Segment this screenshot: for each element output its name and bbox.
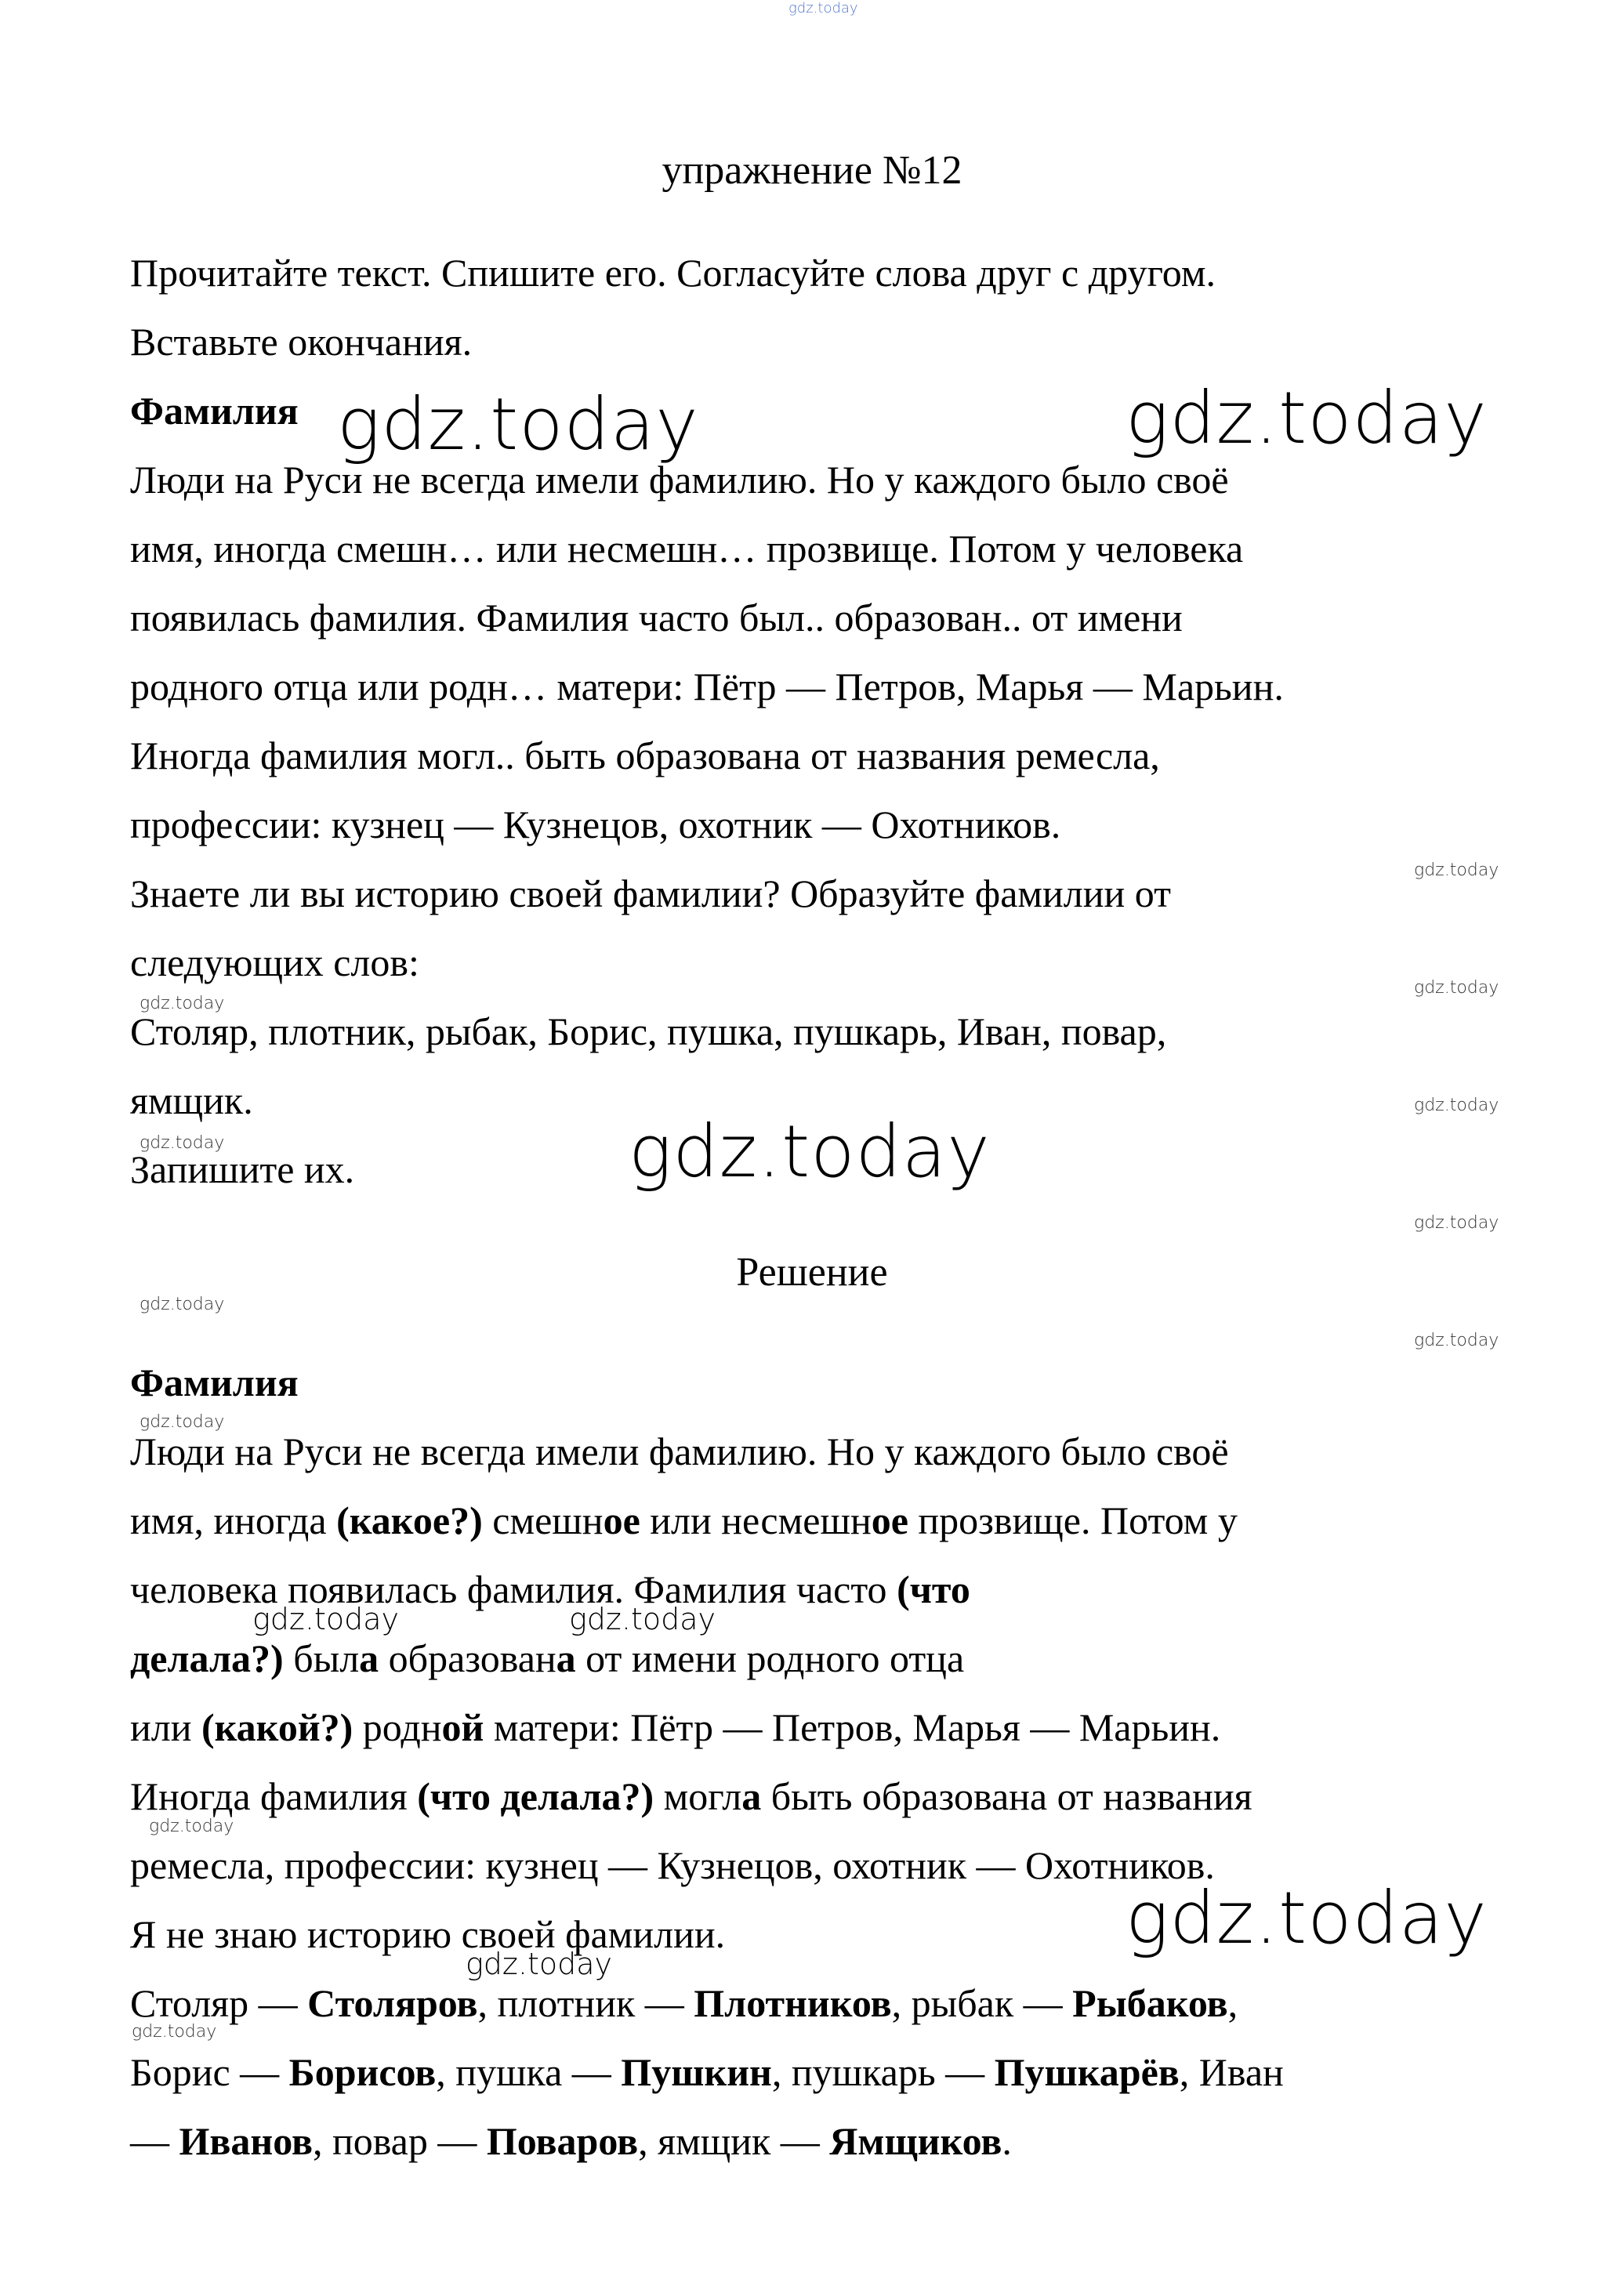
watermark: gdz.today — [337, 382, 699, 466]
watermark: gdz.today — [569, 1602, 716, 1636]
solution-line: Я не знаю историю своей фамилии. — [130, 1912, 726, 1956]
watermark: gdz.today — [149, 1817, 234, 1836]
solution-line: человека появилась фамилия. Фамилия часто (что — [130, 1567, 970, 1611]
task-text-line: Запишите их. — [130, 1147, 355, 1191]
solution-title: Решение — [736, 1250, 888, 1295]
task-text-line: Столяр, плотник, рыбак, Борис, пушка, пушкарь, Иван, повар, — [130, 1009, 1167, 1053]
task-text-line: Знаете ли вы историю своей фамилии? Образуйте фамилии от — [130, 871, 1171, 915]
instruction-line: Вставьте окончания. — [130, 320, 473, 364]
task-heading: Фамилия — [130, 389, 299, 433]
solution-line: — Иванов, повар — Поваров, ямщик — Ямщиков. — [130, 2119, 1012, 2163]
watermark: gdz.today — [132, 2022, 217, 2042]
solution-line: Иногда фамилия (что делала?) могла быть образована от названия — [130, 1774, 1252, 1818]
watermark: gdz.today — [1414, 978, 1499, 998]
solution-line: ремесла, профессии: кузнец — Кузнецов, охотник — Охотников. — [130, 1843, 1215, 1887]
task-text-line: Люди на Руси не всегда имели фамилию. Но у каждого было своё — [130, 458, 1229, 502]
solution-heading: Фамилия — [130, 1361, 299, 1404]
instruction-line: Прочитайте текст. Спишите его. Согласуйте слова друг с другом. — [130, 251, 1216, 295]
exercise-title: упражнение №12 — [662, 148, 962, 193]
watermark: gdz.today — [140, 1295, 225, 1314]
solution-line: имя, иногда (какое?) смешное или несмешное прозвище. Потом у — [130, 1498, 1238, 1542]
watermark: gdz.today — [252, 1602, 399, 1636]
solution-line: делала?) была образована от имени родного отца — [130, 1636, 965, 1680]
watermark: gdz.today — [1126, 376, 1488, 460]
solution-line: Борис — Борисов, пушка — Пушкин, пушкарь — Пушкарёв, Иван — [130, 2050, 1284, 2094]
watermark: gdz.today — [629, 1110, 991, 1194]
watermark: gdz.today — [1414, 861, 1499, 880]
watermark: gdz.today — [1414, 1096, 1499, 1115]
task-text-line: ямщик. — [130, 1078, 253, 1122]
solution-line: или (какой?) родной матери: Пётр — Петров, Марья — Марьин. — [130, 1705, 1221, 1749]
watermark: gdz.today — [1414, 1331, 1499, 1350]
watermark: gdz.today — [140, 1412, 225, 1432]
watermark-top: gdz.today — [788, 0, 858, 16]
watermark: gdz.today — [140, 1133, 225, 1153]
task-text-line: следующих слов: — [130, 940, 419, 984]
solution-line: Люди на Руси не всегда имели фамилию. Но у каждого было своё — [130, 1429, 1229, 1473]
watermark: gdz.today — [1414, 1213, 1499, 1233]
task-text-line: родного отца или родн… матери: Пётр — Петров, Марья — Марьин. — [130, 665, 1284, 708]
task-text-line: имя, иногда смешн… или несмешн… прозвище. Потом у человека — [130, 527, 1244, 571]
watermark: gdz.today — [140, 994, 225, 1013]
watermark: gdz.today — [466, 1947, 612, 1981]
watermark: gdz.today — [1126, 1876, 1488, 1960]
task-text-line: профессии: кузнец — Кузнецов, охотник — Охотников. — [130, 803, 1061, 846]
solution-line: Столяр — Столяров, плотник — Плотников, рыбак — Рыбаков, — [130, 1981, 1238, 2025]
task-text-line: появилась фамилия. Фамилия часто был.. образован.. от имени — [130, 596, 1183, 639]
task-text-line: Иногда фамилия могл.. быть образована от названия ремесла, — [130, 734, 1160, 777]
